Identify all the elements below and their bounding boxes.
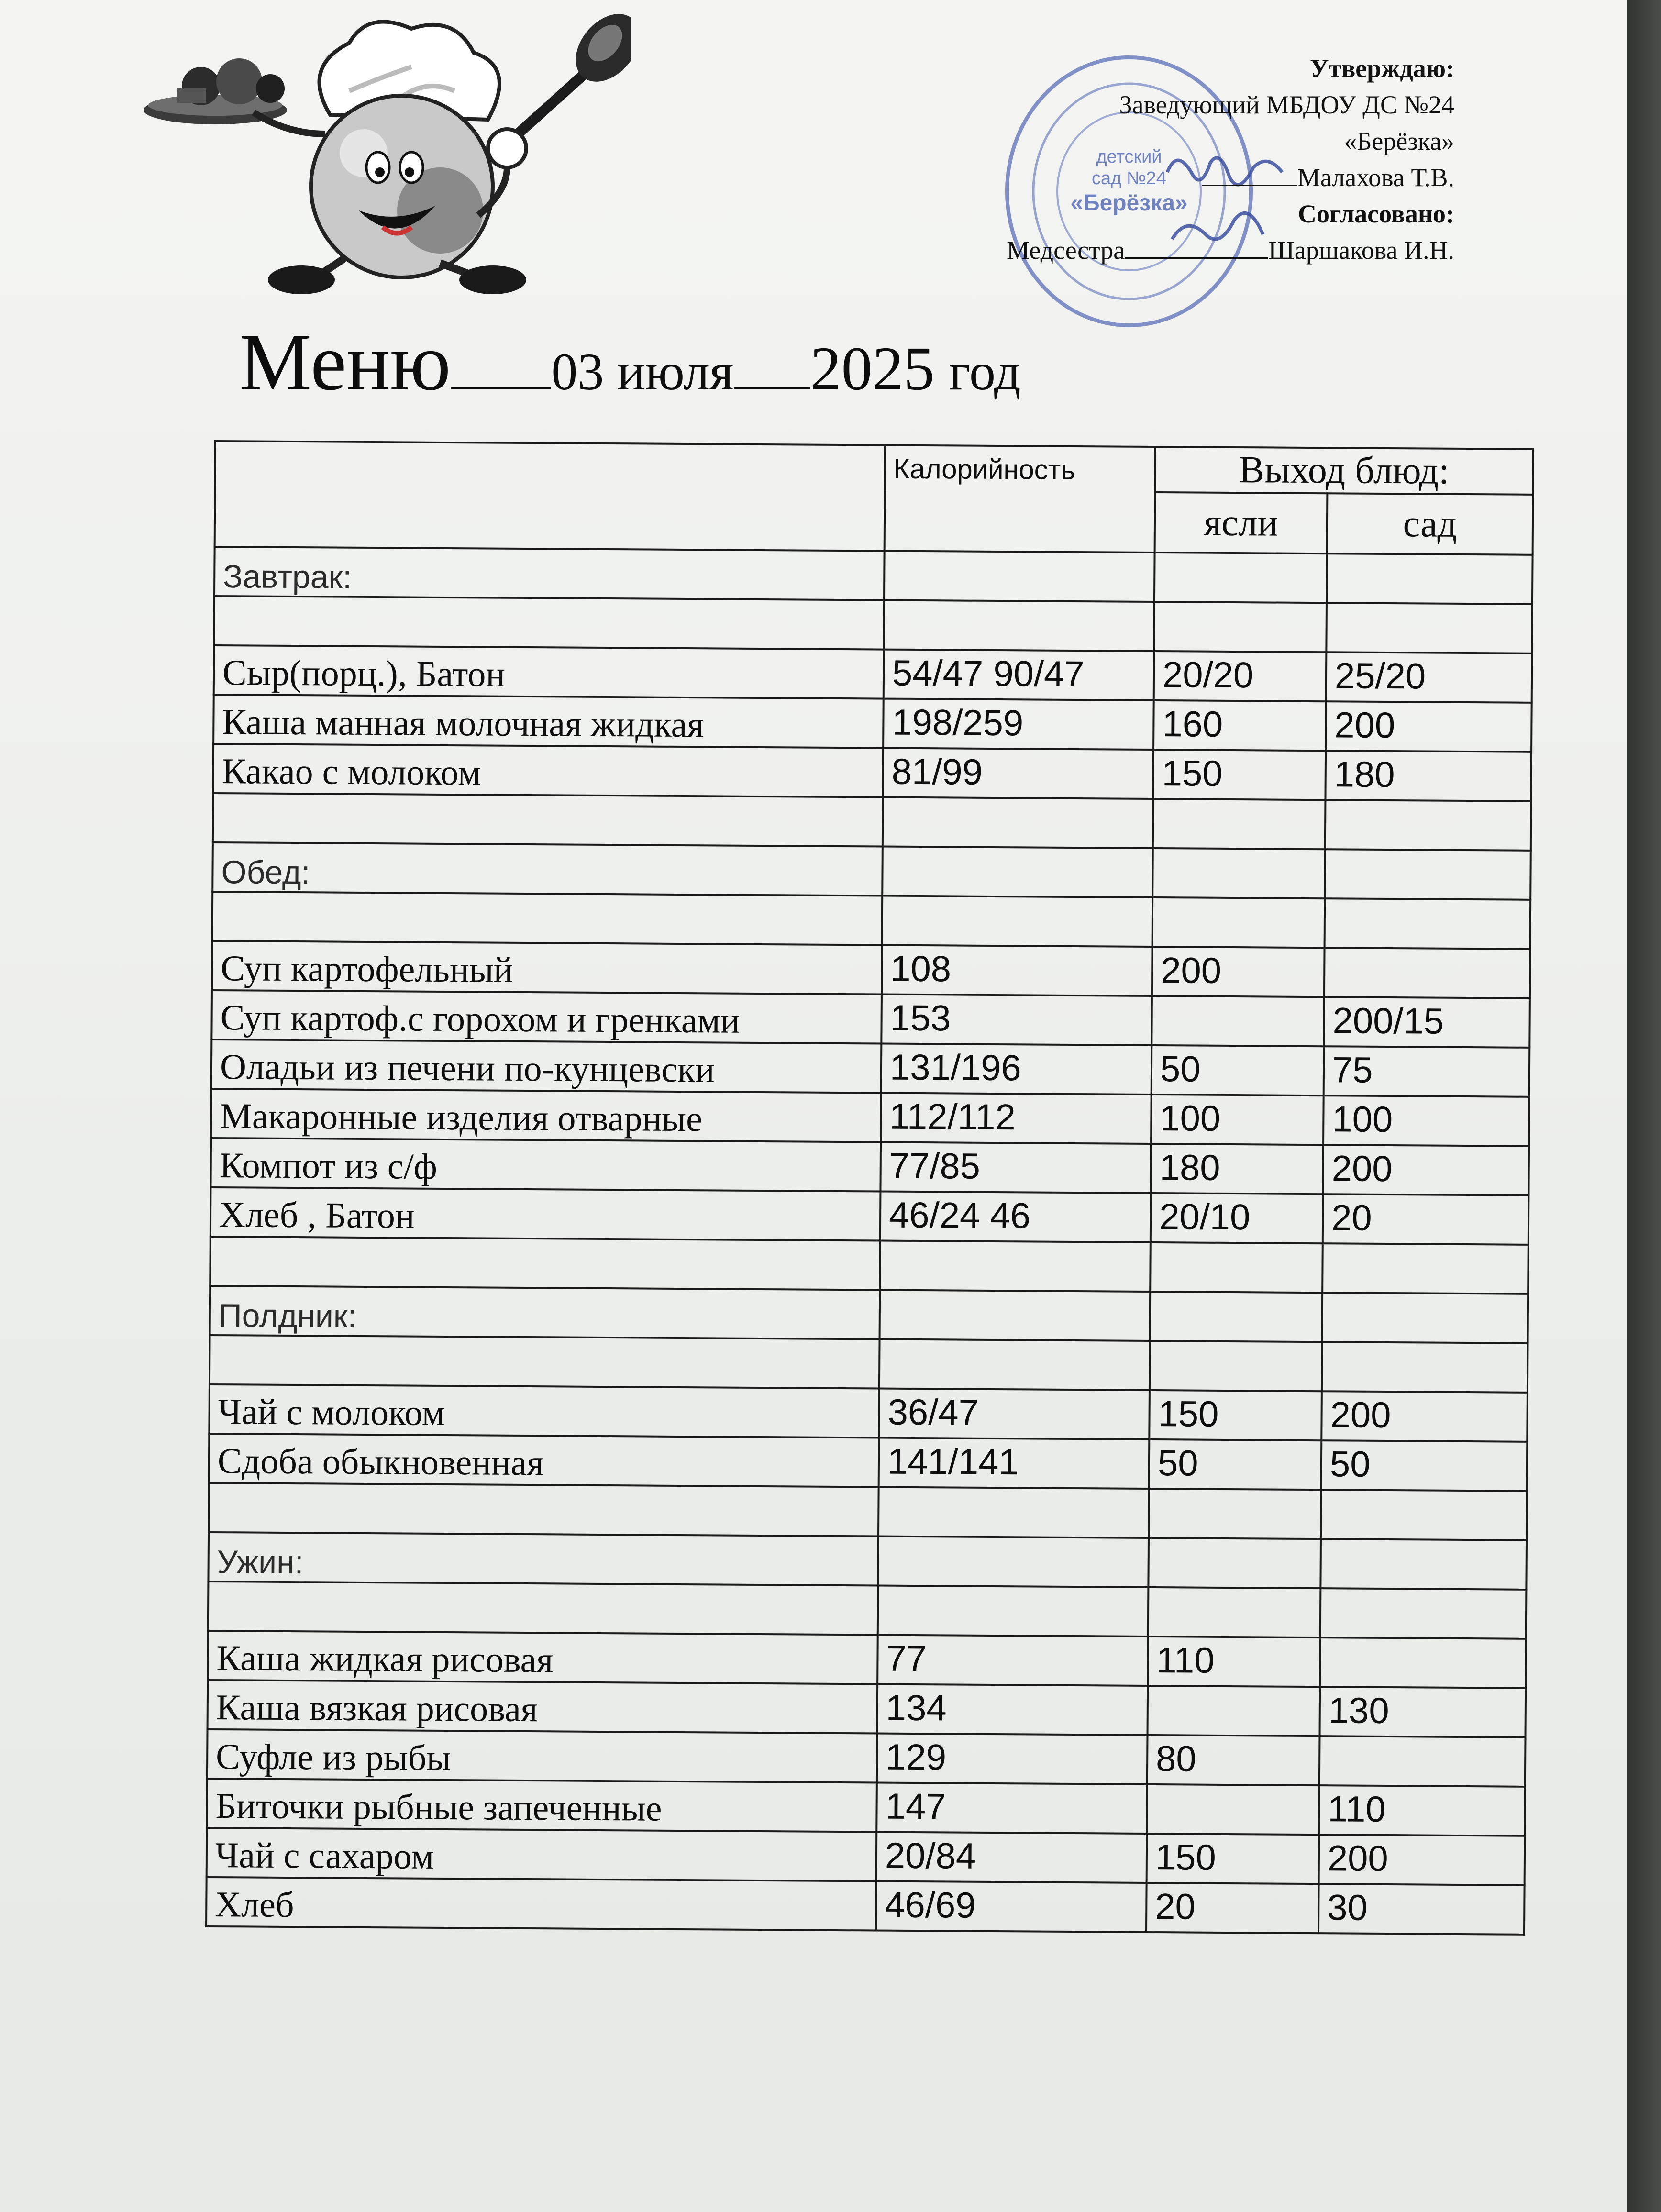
approve-label: Утверждаю:	[1309, 54, 1454, 83]
header-yield: Выход блюд:	[1155, 447, 1533, 495]
nurse-name: Шаршакова И.Н.	[1268, 236, 1454, 265]
table-row	[213, 695, 1532, 752]
calories-cell	[880, 1290, 1151, 1341]
garden-yield-cell	[1327, 553, 1533, 604]
garden-yield-cell	[1322, 1293, 1528, 1343]
dish-name: Какао с молоком	[213, 744, 883, 797]
nursery-yield-cell	[1154, 553, 1327, 603]
dish-name	[210, 1335, 880, 1389]
calories-cell: 81/99	[883, 748, 1153, 799]
table-row-section	[214, 547, 1533, 604]
garden-yield-cell: 180	[1325, 751, 1531, 801]
table-row-section	[212, 842, 1531, 900]
calories-cell: 77	[877, 1635, 1148, 1686]
table-row	[209, 1483, 1527, 1540]
table-row	[207, 1828, 1525, 1885]
garden-yield-cell: 110	[1319, 1785, 1525, 1836]
dish-name: Оладьи из печени по-кунцевски	[211, 1040, 882, 1093]
header-calories: Калорийность	[885, 445, 1155, 553]
calories-cell	[879, 1339, 1150, 1390]
calories-cell	[884, 600, 1154, 651]
nursery-yield-cell	[1152, 897, 1325, 948]
dish-name: Макаронные изделия отварные	[211, 1089, 881, 1142]
nursery-yield-cell: 50	[1149, 1439, 1322, 1490]
header-garden: сад	[1327, 493, 1533, 555]
nursery-yield-cell: 50	[1152, 1045, 1324, 1095]
head-name: Малахова Т.В.	[1297, 163, 1454, 192]
garden-yield-cell: 200	[1319, 1835, 1525, 1885]
nurse-position: Медсестра	[1007, 236, 1125, 265]
nursery-yield-cell	[1153, 799, 1326, 849]
garden-yield-cell: 200	[1326, 701, 1532, 752]
garden-yield-cell	[1320, 1637, 1526, 1688]
stamp-text-line-3: «Берёзка»	[1070, 190, 1188, 216]
calories-cell	[880, 1241, 1151, 1292]
header-dish-cell	[215, 441, 885, 551]
head-position: Заведующий МБДОУ ДС №24	[1119, 90, 1454, 119]
nursery-yield-cell: 20	[1146, 1883, 1319, 1933]
table-row	[212, 892, 1531, 949]
garden-yield-cell	[1320, 1539, 1527, 1590]
title-date: 03 июля	[551, 343, 734, 401]
garden-yield-cell	[1325, 849, 1531, 900]
dish-name: Хлеб , Батон	[210, 1187, 881, 1241]
dish-name: Чай с сахаром	[207, 1828, 877, 1881]
table-row	[208, 1582, 1527, 1639]
dish-name	[210, 1237, 880, 1290]
garden-yield-cell: 100	[1323, 1095, 1529, 1146]
dish-name	[209, 1483, 879, 1537]
dish-name: Сыр(порц.), Батон	[214, 645, 884, 699]
nursery-yield-cell	[1152, 848, 1325, 898]
dish-name	[208, 1582, 878, 1635]
calories-cell	[883, 797, 1153, 848]
garden-yield-cell: 25/20	[1326, 652, 1532, 703]
garden-yield-cell: 130	[1319, 1687, 1526, 1737]
table-row	[211, 1089, 1529, 1146]
garden-yield-cell: 30	[1318, 1884, 1525, 1935]
table-row	[214, 596, 1532, 653]
dish-name: Каша вязкая рисовая	[208, 1680, 878, 1734]
calories-cell	[878, 1537, 1149, 1587]
page-title	[239, 316, 1196, 411]
nursery-yield-cell: 150	[1153, 750, 1326, 800]
dish-name	[213, 793, 883, 847]
garden-yield-cell	[1324, 948, 1530, 998]
menu-table	[205, 440, 1534, 1936]
garden-yield-cell: 200	[1323, 1145, 1529, 1195]
table-row	[210, 1237, 1528, 1294]
calories-cell: 131/196	[881, 1044, 1152, 1095]
garden-yield-cell	[1321, 1490, 1527, 1540]
calories-cell: 54/47 90/47	[884, 650, 1154, 700]
nursery-yield-cell: 200	[1152, 947, 1325, 997]
nursery-yield-cell	[1149, 1489, 1321, 1539]
calories-cell: 198/259	[883, 699, 1154, 750]
dish-name: Хлеб	[206, 1877, 876, 1931]
chef-mascot-illustration	[144, 10, 631, 297]
nursery-yield-cell: 150	[1149, 1390, 1322, 1440]
nursery-yield-cell	[1150, 1292, 1323, 1342]
calories-cell: 147	[876, 1783, 1147, 1834]
calories-cell	[878, 1487, 1149, 1538]
title-year-suffix: год	[949, 343, 1021, 401]
table-row	[213, 793, 1531, 851]
dish-name: Компот из с/ф	[210, 1138, 881, 1192]
calories-cell: 129	[877, 1734, 1148, 1784]
garden-yield-cell	[1322, 1243, 1528, 1294]
dish-name	[212, 892, 883, 945]
section-label: Ужин:	[208, 1532, 878, 1586]
approval-block	[832, 50, 1454, 268]
table-row-section	[208, 1532, 1527, 1590]
calories-cell: 108	[882, 945, 1152, 996]
nursery-yield-cell: 80	[1147, 1735, 1320, 1785]
table-row	[211, 990, 1530, 1048]
nursery-yield-cell: 110	[1148, 1637, 1320, 1687]
nursery-yield-cell	[1150, 1242, 1323, 1293]
nursery-yield-cell: 160	[1153, 700, 1326, 751]
nursery-yield-cell	[1148, 1538, 1321, 1588]
dish-name: Суфле из рыбы	[207, 1729, 877, 1783]
menu-table-body	[206, 547, 1533, 1935]
table-row	[211, 1040, 1530, 1097]
calories-cell	[882, 896, 1153, 947]
dish-name: Суп картоф.с горохом и гренками	[211, 990, 882, 1044]
dish-name: Каша манная молочная жидкая	[213, 695, 884, 748]
table-row	[206, 1877, 1525, 1935]
calories-cell: 46/69	[876, 1881, 1147, 1932]
table-row	[207, 1729, 1526, 1787]
garden-yield-cell	[1325, 898, 1531, 949]
head-signature-line	[832, 159, 1454, 196]
nursery-yield-cell: 100	[1151, 1095, 1324, 1145]
garden-yield-cell	[1326, 603, 1532, 653]
garden-yield-cell: 50	[1321, 1440, 1528, 1491]
nursery-yield-cell	[1152, 996, 1324, 1046]
table-row	[210, 1187, 1529, 1245]
garden-yield-cell	[1319, 1736, 1526, 1787]
title-year: 2025	[810, 334, 935, 403]
dish-name: Суп картофельный	[212, 941, 882, 995]
dish-name: Чай с молоком	[209, 1384, 879, 1438]
nursery-yield-cell	[1147, 1784, 1319, 1835]
stamp-text-line-1: детский	[1096, 147, 1162, 167]
calories-cell: 141/141	[879, 1438, 1150, 1489]
nursery-yield-cell: 20/20	[1154, 651, 1327, 701]
nursery-yield-cell	[1150, 1341, 1322, 1391]
table-row	[208, 1631, 1526, 1688]
title-word: Меню	[239, 317, 451, 407]
calories-cell: 153	[881, 995, 1152, 1045]
table-row	[208, 1680, 1526, 1737]
nursery-yield-cell: 20/10	[1151, 1193, 1323, 1243]
dish-name: Сдоба обыкновенная	[209, 1434, 879, 1487]
calories-cell	[878, 1586, 1149, 1637]
table-row-section	[210, 1286, 1528, 1343]
table-row	[209, 1384, 1528, 1442]
nursery-yield-cell	[1154, 602, 1327, 652]
table-row	[214, 645, 1532, 703]
calories-cell: 77/85	[880, 1142, 1151, 1193]
nursery-yield-cell	[1148, 1686, 1320, 1736]
dish-name: Каша жидкая рисовая	[208, 1631, 878, 1684]
section-label: Полдник:	[210, 1286, 880, 1339]
garden-yield-cell	[1322, 1342, 1528, 1393]
nursery-yield-cell: 180	[1151, 1144, 1323, 1194]
table-row	[212, 941, 1530, 998]
table-row	[210, 1138, 1529, 1195]
garden-yield-cell	[1320, 1588, 1527, 1639]
table-row	[209, 1434, 1528, 1491]
table-row	[213, 744, 1531, 801]
section-label: Обед:	[212, 842, 883, 896]
calories-cell: 112/112	[881, 1093, 1152, 1144]
kindergarten-name: «Берёзка»	[1344, 127, 1454, 155]
section-label: Завтрак:	[214, 547, 885, 600]
calories-cell	[884, 551, 1155, 602]
calories-cell	[882, 847, 1153, 897]
table-row	[210, 1335, 1528, 1393]
garden-yield-cell: 75	[1324, 1046, 1530, 1097]
nurse-signature-line	[832, 232, 1454, 268]
calories-cell: 134	[877, 1684, 1148, 1735]
table-row	[207, 1779, 1525, 1836]
garden-yield-cell	[1325, 800, 1531, 851]
calories-cell: 20/84	[876, 1832, 1147, 1883]
garden-yield-cell: 20	[1323, 1194, 1529, 1245]
nursery-yield-cell	[1148, 1587, 1321, 1637]
calories-cell: 46/24 46	[880, 1192, 1151, 1242]
dish-name: Биточки рыбные запеченные	[207, 1779, 877, 1832]
agreed-label: Согласовано:	[1298, 199, 1454, 228]
garden-yield-cell: 200/15	[1324, 997, 1530, 1048]
header-nursery: ясли	[1155, 492, 1328, 553]
stamp-text-line-2: сад №24	[1092, 168, 1166, 188]
dish-name	[214, 596, 884, 650]
calories-cell: 36/47	[879, 1389, 1150, 1439]
nursery-yield-cell: 150	[1147, 1834, 1319, 1884]
background-edge	[1627, 0, 1661, 2212]
garden-yield-cell: 200	[1321, 1391, 1528, 1442]
